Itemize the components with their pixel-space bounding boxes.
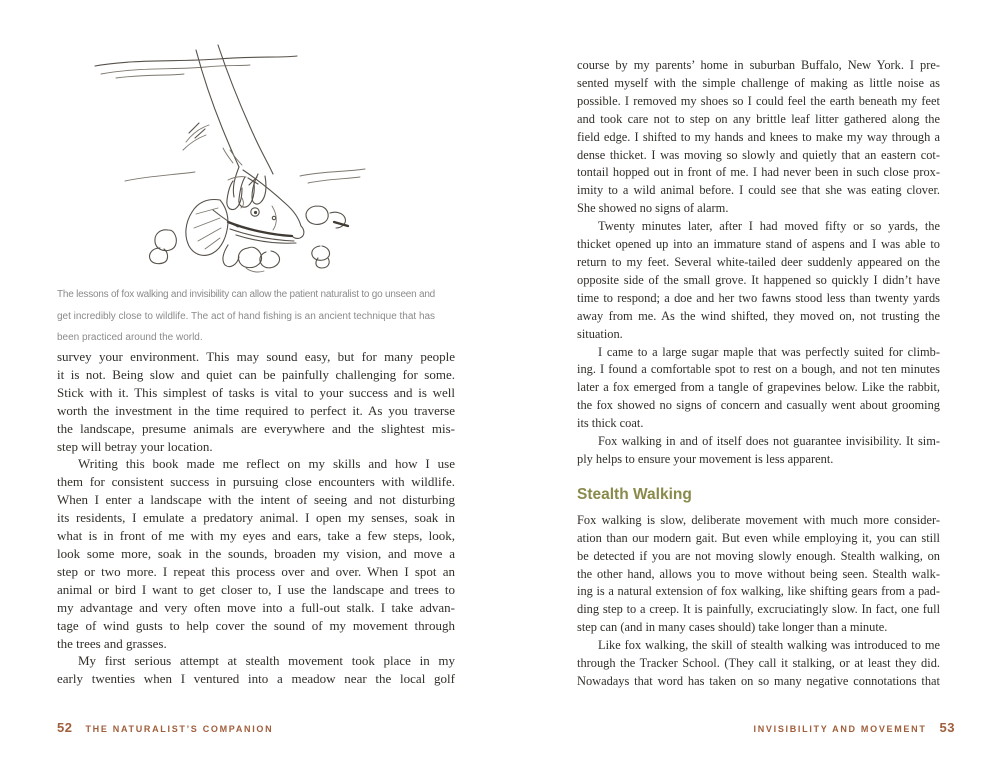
paragraph [577, 433, 940, 469]
paragraph [577, 344, 940, 434]
paragraph [577, 218, 940, 343]
text-line: My first serious attempt at stealth movement took place in my [78, 653, 455, 669]
text-line: ply helps to ensure your movement is less apparent. [577, 451, 834, 466]
text-line: Fox walking in and of itself does not guarantee invisibility. It sim- [598, 434, 940, 449]
text-line: what is in front of me with my eyes and ears, take a few steps, look, [57, 528, 456, 544]
paragraph [57, 652, 455, 688]
text-line: She showed no signs of alarm. [577, 201, 729, 216]
left-column [57, 348, 455, 688]
text-line: possible. I removed my shoes so I could feel the earth beneath my feet [577, 93, 940, 108]
caption-line: been practiced around the world. [57, 332, 203, 343]
text-line: its residents, I emulate a predatory animal. I open my senses, soak in [57, 510, 455, 526]
text-line: Fox walking is slow, deliberate movement with much more consider- [577, 512, 940, 527]
caption-line: get incredibly close to wildlife. The act of hand fishing is an ancient technique that has [57, 310, 436, 322]
text-line: tage of wind gusts to help cover the sound of my movement through [57, 617, 455, 633]
text-line: situation. [577, 326, 623, 341]
text-line: imity to a wild animal before. I could see that she was eating clover. [577, 183, 940, 198]
text-line: look some more, soak in the sounds, broaden my vision, and move a [57, 545, 456, 561]
text-line: step will betray your location. [57, 438, 213, 454]
paragraph [57, 455, 455, 652]
text-line: early twenties when I ventured into a meadow near the local golf [57, 671, 456, 687]
text-line: through the Tracker School. (They call it stalking, or at least they did. [577, 656, 940, 671]
page-number: 52 [57, 720, 73, 735]
text-line: Like fox walking, the skill of stealth walking was introduced to me [598, 638, 940, 653]
text-line: ing. I found a comfortable spot to rest on a bough, and not ten minutes [577, 362, 940, 377]
paragraph [577, 512, 940, 637]
text-line: worth the investment in the time required to perfect it. As you traverse [57, 402, 455, 418]
running-title: THE NATURALIST’S COMPANION [85, 724, 274, 734]
text-line: them for consistent success in pursuing close encounters with wildlife. [57, 474, 455, 490]
text-line: dense thicket. I was moving so slowly and quietly that an eastern cot- [577, 147, 940, 162]
paragraph [57, 348, 455, 455]
illustration-caption [57, 284, 435, 349]
text-line: Stick with it. This simplest of tasks is vital to your success and is well [57, 384, 455, 400]
page-number: 53 [939, 720, 955, 735]
text-line: later a fox emerged from a tangle of grapevines below. Like the rabbit, [577, 380, 940, 395]
text-line: ation than our modern gait. But even while employing it, you can still [577, 530, 940, 545]
text-line: field edge. I shifted to my hands and knees to make my way through a [577, 129, 940, 144]
arm-and-hand [196, 45, 273, 210]
fish [183, 123, 304, 267]
text-line: it is not. Being slow and quiet can be painfully challenging for some. [57, 366, 455, 382]
text-line: my advantage and very often move into a full-out stalk. I take advan- [57, 599, 455, 615]
text-line: I came to a large sugar maple that was perfectly suited for climb- [598, 344, 940, 359]
caption-line: The lessons of fox walking and invisibility can allow the patient naturalist to go unseen and [57, 289, 436, 300]
text-line: Writing this book made me reflect on my skills and how I use [78, 456, 455, 472]
paragraph [577, 57, 940, 218]
text-line: tontail hopped out in front of me. I had never been in such close prox- [577, 165, 940, 180]
text-line: survey your environment. This may sound easy, but for many people [57, 349, 455, 364]
section-heading: Stealth Walking [577, 485, 692, 503]
text-line: its thick coat. [577, 416, 644, 431]
text-line: and took care not to step on any brittle leaf litter gathered along the [577, 111, 940, 126]
text-line: the fox showed no signs of concern and casually went about grooming [577, 398, 940, 413]
text-line: return to my feet. Several white-tailed deer suddenly appeared on the [577, 254, 940, 269]
text-line: ding step to a creep. It is painfully, excruciatingly slow. In fact, one full [577, 602, 941, 617]
hand-fishing-illustration [68, 30, 378, 285]
text-line: step or two more. I repeat this process over and over. When I spot an [57, 563, 455, 579]
text-line: Nowadays that word has taken on so many negative connotations that [577, 674, 940, 688]
text-line: away from me. As the wind shifted, they moved on, not trusting the [577, 308, 940, 323]
text-line: time to respond; a doe and her two fawns stood less than twenty yards [577, 290, 940, 305]
right-column [577, 57, 940, 691]
text-line: sented myself with the simple challenge of making as little noise as [577, 75, 940, 90]
text-line: Twenty minutes later, after I had moved fifty or so yards, the [598, 219, 940, 234]
text-line: step can (and in many cases should) take longer than a minute. [577, 620, 888, 635]
text-line: ing is a natural extension of fox walking, like shifting gears from a pad- [577, 584, 940, 599]
text-line: the trees and grasses. [57, 635, 167, 651]
left-page-footer [57, 720, 273, 735]
text-line: animal or bird I want to get closer to, I use the landscape and trees to [57, 581, 455, 597]
text-line: the other hand, allows you to move without being seen. Stealth walk- [577, 566, 940, 581]
text-line: thicket opened up into an immature stand of aspens and I was able to [577, 237, 940, 252]
text-line: opposite side of the small grove. It happened so quickly I didn’t have [577, 272, 940, 287]
running-title: INVISIBILITY AND MOVEMENT [753, 724, 927, 734]
right-page-footer [754, 720, 955, 735]
text-line: be detected if you are not moving slowly enough. Stealth walking, on [577, 548, 940, 563]
paragraph [577, 637, 940, 691]
water-surface-lines [95, 56, 297, 78]
text-line: When I enter a landscape with the intent of seeing and not disturbing [57, 492, 455, 508]
text-line: course by my parents’ home in suburban Buffalo, New York. I pre- [577, 58, 940, 72]
text-line: the landscape, presume animals are everywhere and the slightest mis- [57, 420, 455, 436]
